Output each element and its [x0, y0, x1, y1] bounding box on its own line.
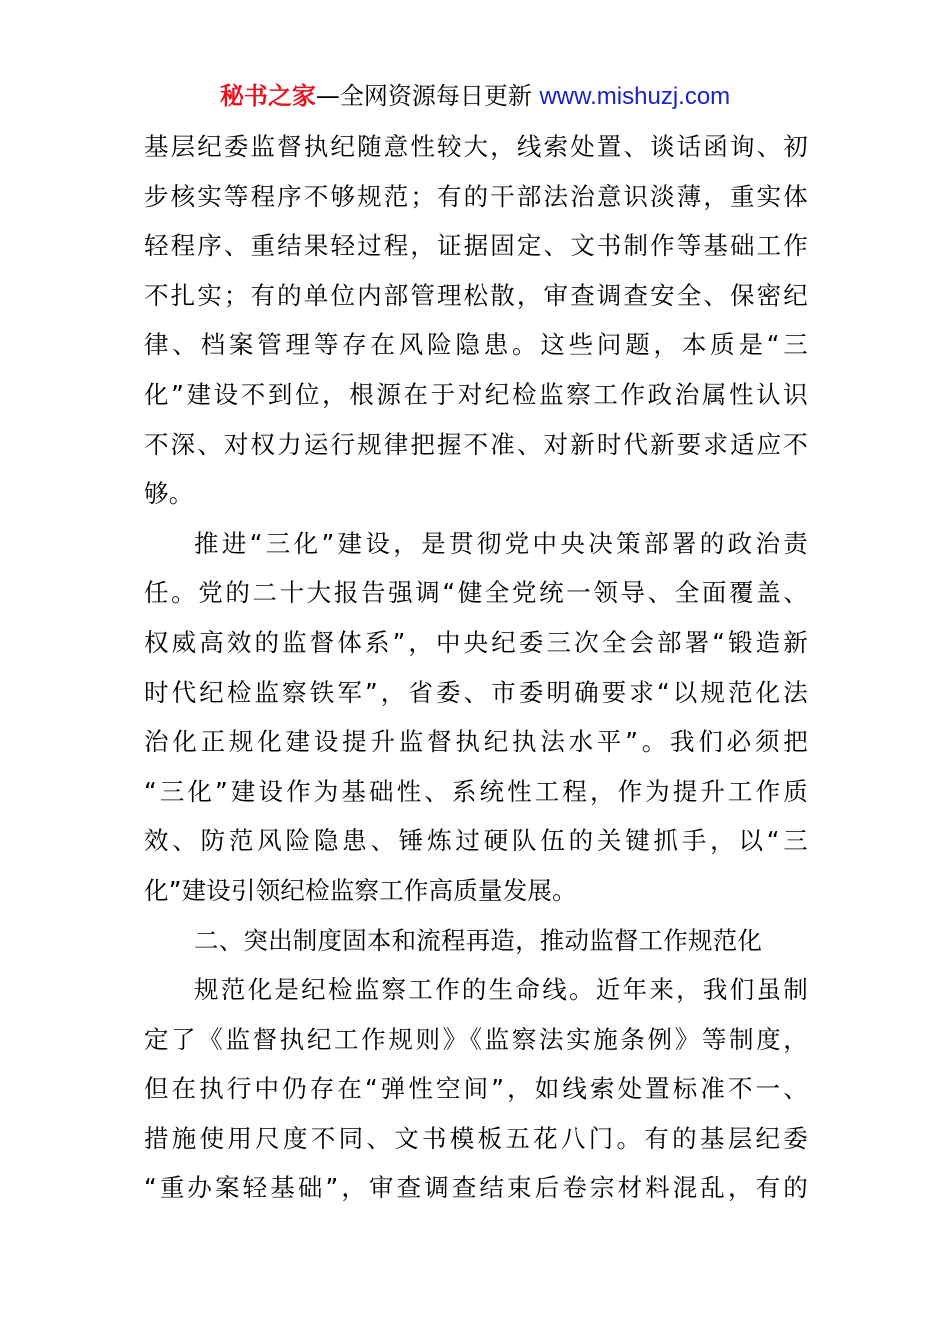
paragraph-first-line: 推进“三化”建设，是贯彻党中央决策部署的政治责: [194, 528, 808, 558]
text-line: 措施使用尺度不同、文书模板五花八门。有的基层纪委: [144, 1123, 808, 1153]
text-line: 律、档案管理等存在风险隐患。这些问题，本质是“三: [144, 330, 808, 360]
site-header: [0, 80, 950, 113]
text-line: 化”建设引领纪检监察工作高质量发展。: [144, 875, 577, 905]
text-line: 但在执行中仍存在“弹性空间”，如线索处置标准不一、: [144, 1074, 808, 1104]
site-url-link[interactable]: www.mishuzj.com: [539, 83, 731, 110]
text-line: 时代纪检监察铁军”，省委、市委明确要求“以规范化法: [144, 677, 808, 707]
text-line: 不扎实；有的单位内部管理松散，审查调查安全、保密纪: [144, 280, 808, 310]
text-line: 够。: [144, 479, 194, 509]
text-line: 步核实等程序不够规范；有的干部法治意识淡薄，重实体: [144, 181, 808, 211]
text-line: 化”建设不到位，根源在于对纪检监察工作政治属性认识: [144, 379, 808, 409]
text-line: “三化”建设作为基础性、系统性工程，作为提升工作质: [144, 776, 808, 806]
text-line: 基层纪委监督执纪随意性较大，线索处置、谈话函询、初: [144, 132, 808, 161]
text-line: 权威高效的监督体系”，中央纪委三次全会部署“锻造新: [144, 627, 808, 657]
text-line: 治化正规化建设提升监督执纪执法水平”。我们必须把: [144, 727, 808, 757]
text-line: 不深、对权力运行规律把握不准、对新时代新要求适应不: [144, 429, 808, 459]
section-heading: 二、突出制度固本和流程再造，推动监督工作规范化: [194, 925, 763, 955]
brand-name: 秘书之家: [219, 82, 316, 110]
text-line: 定了《监督执纪工作规则》《监察法实施条例》等制度，: [144, 1024, 808, 1054]
paragraph-first-line: 规范化是纪检监察工作的生命线。近年来，我们虽制: [194, 975, 808, 1005]
text-line: 轻程序、重结果轻过程，证据固定、文书制作等基础工作: [144, 231, 808, 261]
text-line: 任。党的二十大报告强调“健全党统一领导、全面覆盖、: [144, 578, 808, 608]
document-body: [144, 122, 808, 1213]
text-line: “重办案轻基础”，审查调查结束后卷宗材料混乱，有的: [144, 1173, 808, 1203]
text-line: 效、防范风险隐患、锤炼过硬队伍的关键抓手，以“三: [144, 826, 808, 856]
header-tagline: —全网资源每日更新: [315, 82, 532, 110]
